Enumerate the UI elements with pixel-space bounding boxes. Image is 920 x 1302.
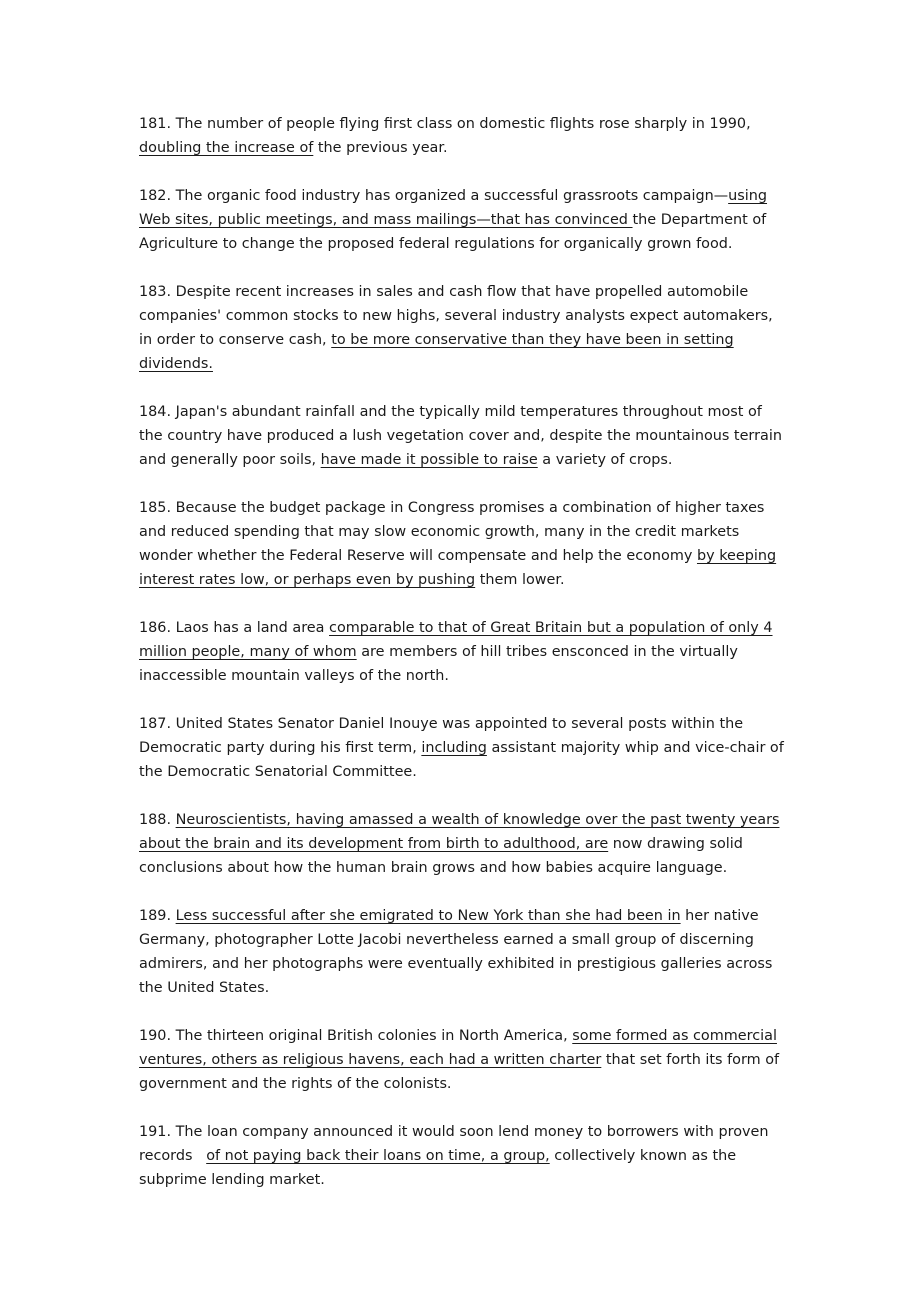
question-text: 185. Because the budget package in Congress promises a combination of higher taxes and reduced spending that may slow economic growth, many in the credit markets wonder whether the Federal Reserve will compensate and help the economy: [139, 500, 765, 564]
question-text: now drawing solid conclusions about how the human brain grows and how babies acquire language.: [139, 836, 743, 876]
question-text: them lower.: [475, 572, 565, 588]
underlined-portion: doubling the increase of: [139, 140, 314, 156]
question-190: [139, 1024, 789, 1096]
underlined-portion: Neuroscientists, having amassed a wealth of knowledge over the past twenty years about the brain and its development from birth to adulthood, are: [139, 812, 780, 852]
question-text: 188.: [139, 812, 176, 828]
question-text: 191. The loan company announced it would soon lend money to borrowers with proven records: [139, 1124, 774, 1164]
underlined-portion: comparable to that of Great Britain but a population of only 4 million people, many of whom: [139, 620, 773, 660]
question-189: [139, 904, 789, 1000]
question-text: her native Germany, photographer Lotte Jacobi nevertheless earned a small group of discerning admirers, and her photographs were eventually exhibited in prestigious galleries across the United States.: [139, 908, 773, 996]
question-184: [139, 400, 789, 472]
question-text: a variety of crops.: [537, 452, 673, 468]
question-188: [139, 808, 789, 880]
question-text: 187. United States Senator Daniel Inouye was appointed to several posts within the Democratic party during his first term,: [139, 716, 744, 756]
underlined-portion: using Web sites, public meetings, and mass mailings—that has convinced: [139, 188, 768, 228]
question-text: collectively known as the subprime lending market.: [139, 1148, 737, 1188]
question-text: that set forth its form of government and the rights of the colonists.: [139, 1052, 780, 1092]
underlined-portion: Less successful after she emigrated to New York than she had been in: [175, 908, 681, 924]
question-text: 181. The number of people flying first class on domestic flights rose sharply in 1990,: [139, 116, 751, 132]
question-text: 186. Laos has a land area: [139, 620, 330, 636]
question-text: 190. The thirteen original British colonies in North America,: [139, 1028, 573, 1044]
question-text: the Department of Agriculture to change the proposed federal regulations for organically grown food.: [139, 212, 767, 252]
underlined-portion: have made it possible to raise: [320, 452, 538, 468]
underlined-portion: by keeping interest rates low, or perhaps even by pushing: [139, 548, 777, 588]
question-181: [139, 112, 789, 160]
document-page: [139, 112, 789, 1216]
question-text: 189.: [139, 908, 176, 924]
question-185: [139, 496, 789, 592]
question-191: [139, 1120, 789, 1192]
underlined-portion: including: [421, 740, 487, 756]
underlined-portion: some formed as commercial ventures, others as religious havens, each had a written charter: [139, 1028, 777, 1068]
question-text: 184. Japan's abundant rainfall and the typically mild temperatures throughout most of the country have produced a lush vegetation cover and, despite the mountainous terrain and generally poor soils,: [139, 404, 782, 468]
question-183: [139, 280, 789, 376]
underlined-portion: to be more conservative than they have been in setting dividends.: [139, 332, 734, 372]
question-text: assistant majority whip and vice-chair of the Democratic Senatorial Committee.: [139, 740, 784, 780]
question-text: 183. Despite recent increases in sales and cash flow that have propelled automobile companies' common stocks to new highs, several industry analysts expect automakers, in order to conserve cash,: [139, 284, 773, 348]
question-text: the previous year.: [313, 140, 448, 156]
question-182: [139, 184, 789, 256]
question-text: 182. The organic food industry has organized a successful grassroots campaign—: [139, 188, 729, 204]
underlined-portion: of not paying back their loans on time, a group,: [206, 1148, 550, 1164]
question-186: [139, 616, 789, 688]
question-text: are members of hill tribes ensconced in the virtually inaccessible mountain valleys of the north.: [139, 644, 738, 684]
question-187: [139, 712, 789, 784]
